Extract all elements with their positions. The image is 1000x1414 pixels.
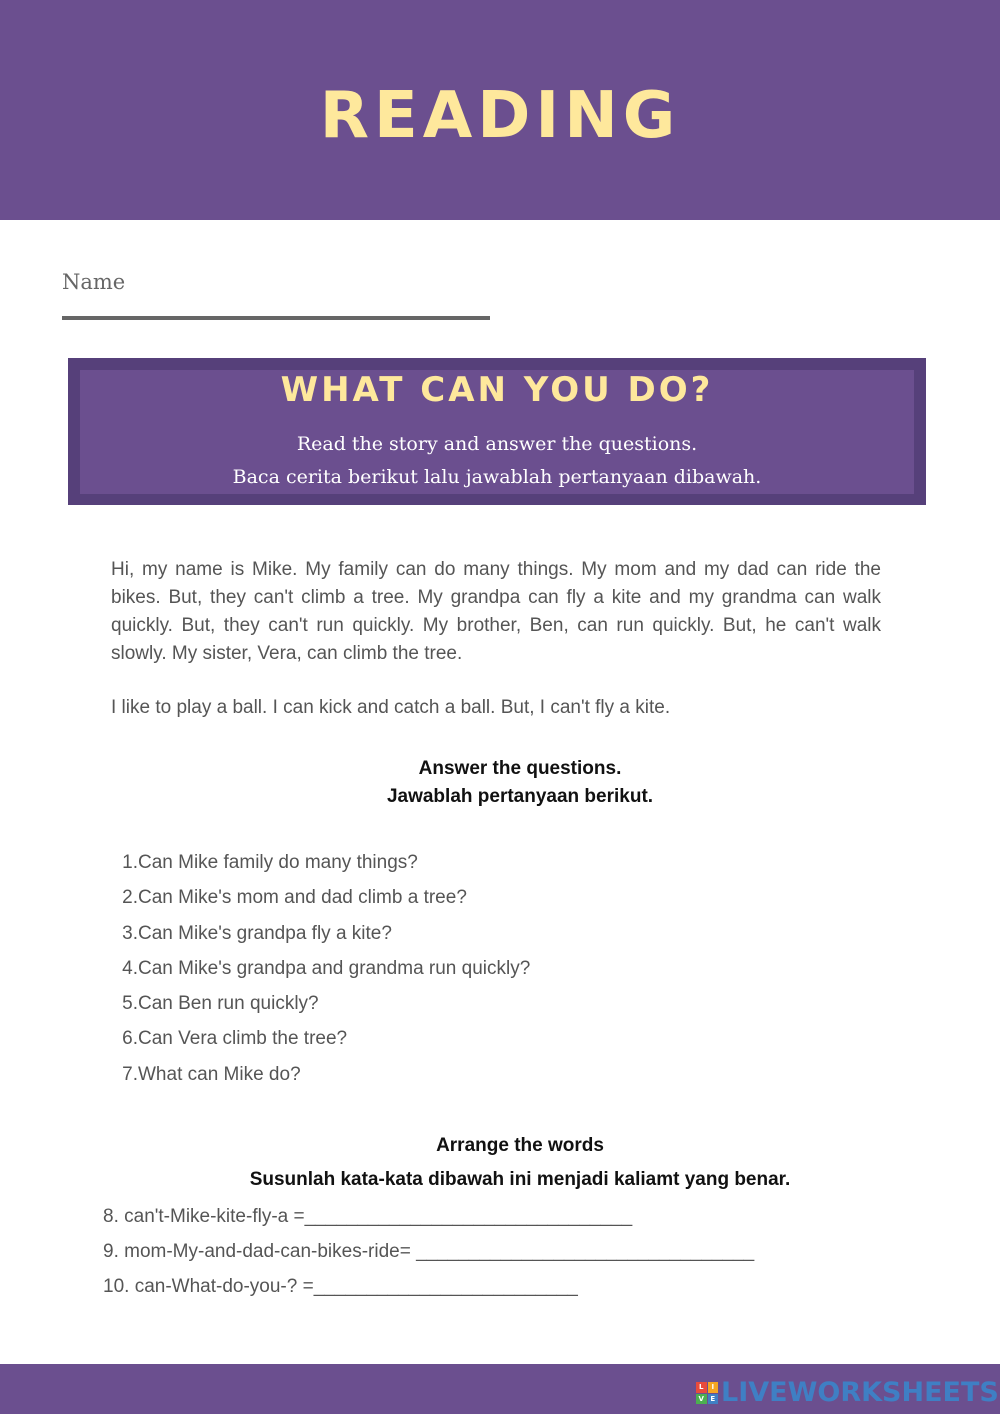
logo-letter: E <box>708 1394 719 1405</box>
question-number: 7. <box>122 1063 138 1085</box>
name-input-line[interactable] <box>62 316 490 320</box>
question-text: Can Vera climb the tree? <box>138 1028 348 1050</box>
question-text: Can Mike family do many things? <box>138 852 418 873</box>
question-text: Can Mike's grandpa and grandma run quickly? <box>138 957 531 979</box>
question-text: What can Mike do? <box>138 1063 301 1085</box>
question-number: 2. <box>122 887 138 909</box>
story-paragraph-1: Hi, my name is Mike. My family can do many things. My mom and my dad can ride the bikes. But, they can't climb a tree. My grandpa can fly a kite and my grandma can walk quickly. But, they can't run quickly. My brother, Ben, can run quickly. But, he can't walk slowly. My sister, Vera, can climb the tree. <box>111 559 881 664</box>
question-item-6 <box>118 1024 530 1059</box>
arrange-heading-indonesian: Susunlah kata-kata dibawah ini menjadi kaliamt yang benar. <box>249 1169 791 1190</box>
questions-heading-english: Answer the questions. <box>418 758 622 779</box>
liveworksheets-logo-icon <box>696 1382 718 1404</box>
question-number: 4. <box>122 957 138 979</box>
arrange-item-10[interactable]: 10. can-What-do-you-? =_________________________ <box>103 1276 578 1297</box>
question-number: 1. <box>122 852 138 873</box>
question-text: Can Ben run quickly? <box>138 993 319 1015</box>
question-item-4 <box>118 954 530 989</box>
question-item-2 <box>118 883 530 918</box>
arrange-item-8[interactable]: 8. can't-Mike-kite-fly-a =_______________________________ <box>103 1206 633 1227</box>
instruction-line-english: Read the story and answer the questions. <box>296 433 698 455</box>
question-number: 3. <box>122 922 138 944</box>
question-list <box>118 848 530 1095</box>
question-text: Can Mike's grandpa fly a kite? <box>138 922 392 944</box>
logo-letter: V <box>696 1394 707 1405</box>
instruction-title: WHAT CAN YOU DO? <box>280 370 714 410</box>
arrange-item-9[interactable]: 9. mom-My-and-dad-can-bikes-ride= ________________________________ <box>103 1241 755 1262</box>
question-item-5 <box>118 989 530 1024</box>
question-item-3 <box>118 919 530 954</box>
question-item-1 <box>118 848 530 883</box>
question-number: 6. <box>122 1028 138 1050</box>
arrange-heading-english: Arrange the words <box>436 1135 604 1156</box>
instruction-line-indonesian: Baca cerita berikut lalu jawablah pertanyaan dibawah. <box>232 466 762 488</box>
question-number: 5. <box>122 993 138 1015</box>
story-paragraph-2: I like to play a ball. I can kick and catch a ball. But, I can't fly a kite. <box>111 697 671 718</box>
logo-letter: I <box>708 1382 719 1393</box>
questions-heading-indonesian: Jawablah pertanyaan berikut. <box>386 786 654 807</box>
question-item-7 <box>118 1060 530 1095</box>
brand-name: LIVEWORKSHEETS <box>721 1377 999 1408</box>
page-title: READING <box>319 79 681 153</box>
question-text: Can Mike's mom and dad climb a tree? <box>138 887 467 909</box>
liveworksheets-brand[interactable] <box>696 1378 999 1408</box>
name-label: Name <box>62 270 126 294</box>
logo-letter: L <box>696 1382 707 1393</box>
